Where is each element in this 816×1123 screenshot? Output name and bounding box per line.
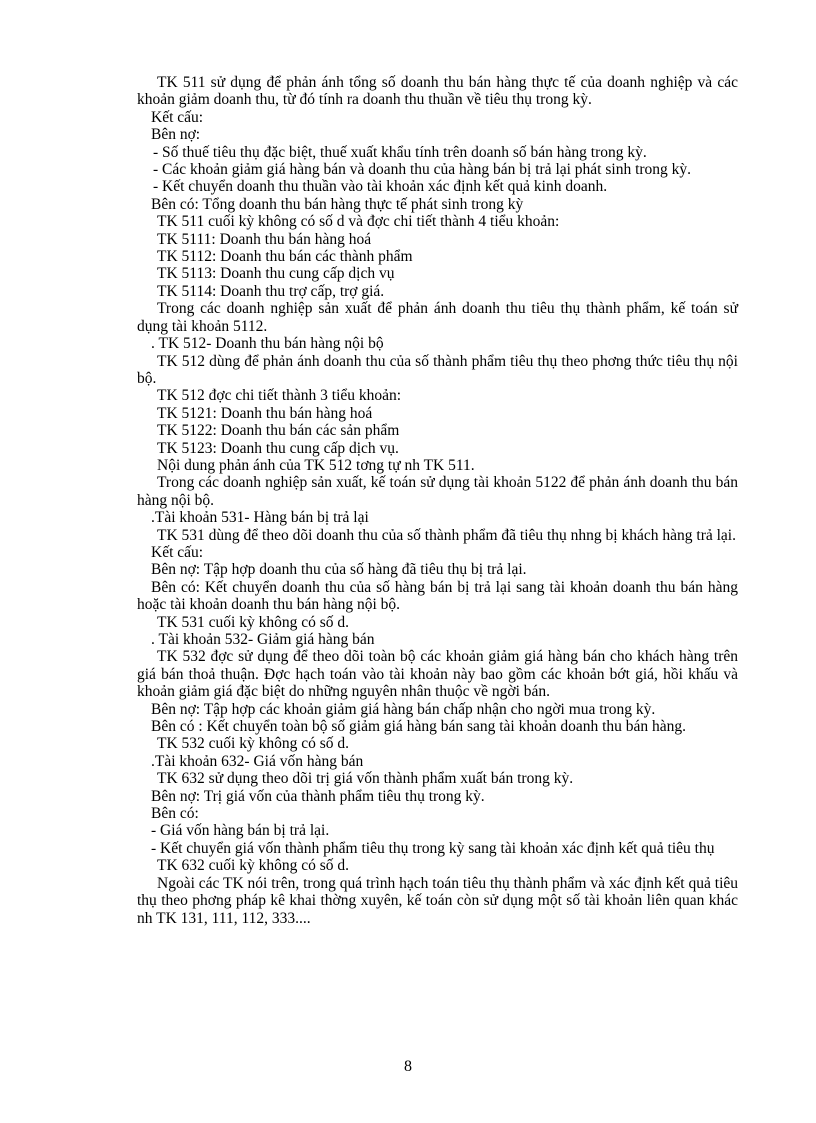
list-item: TK 5114: Doanh thu trợ cấp, trợ giá. — [157, 282, 385, 300]
list-item: - Kết chuyển doanh thu thuần vào tài khoản xác định kết quả kinh doanh. — [153, 178, 608, 196]
paragraph: TK 532 cuối kỳ không có số d. — [157, 735, 350, 753]
heading-ben-no: Bên nợ: — [151, 126, 201, 144]
list-item: TK 5121: Doanh thu bán hàng hoá — [157, 404, 373, 422]
list-item: TK 5113: Doanh thu cung cấp dịch vụ — [157, 265, 395, 283]
paragraph: TK 512 dùng để phản ánh doanh thu của số thành phẩm tiêu thụ theo phơng thức tiêu thụ nội bộ. — [137, 352, 738, 387]
paragraph: TK 632 sử dụng theo dõi trị giá vốn thành phẩm xuất bán trong kỳ. — [157, 770, 574, 788]
heading-ket-cau: Kết cấu: — [151, 108, 204, 126]
list-item: - Giá vốn hàng bán bị trả lại. — [151, 822, 330, 840]
paragraph: TK 532 đợc sử dụng để theo dõi toàn bộ các khoản giảm giá hàng bán cho khách hàng trên giá bán thoả thuận. Đợc hạch toán vào tài khoản này bao gồm các khoản bớt giá, hồi khấu và khoản giảm giá đặc biệt do những nguyên nhân thuộc về ngời bán. — [137, 648, 738, 701]
list-item: TK 5122: Doanh thu bán các sản phẩm — [157, 422, 400, 440]
paragraph: TK 531 cuối kỳ không có số d. — [157, 613, 350, 631]
paragraph: Bên nợ: Tập hợp các khoản giảm giá hàng bán chấp nhận cho ngời mua trong kỳ. — [151, 700, 656, 718]
list-item: TK 5112: Doanh thu bán các thành phẩm — [157, 248, 413, 266]
paragraph: Bên nợ: Trị giá vốn của thành phẩm tiêu thụ trong kỳ. — [151, 787, 485, 805]
paragraph: TK 512 đợc chi tiết thành 3 tiểu khoản: — [157, 387, 402, 405]
section-heading-tk632: .Tài khoản 632- Giá vốn hàng bán — [151, 752, 364, 770]
list-item: - Kết chuyển giá vốn thành phẩm tiêu thụ trong kỳ sang tài khoản xác định kết quả tiêu thụ — [151, 839, 715, 857]
heading-ben-co: Bên có: — [151, 805, 199, 823]
paragraph: Bên nợ: Tập hợp doanh thu của số hàng đã tiêu thụ bị trả lại. — [151, 561, 527, 579]
paragraph: Bên có: Kết chuyển doanh thu của số hàng bán bị trả lại sang tài khoản doanh thu bán hàng hoặc tài khoản doanh thu bán hàng nội bộ. — [137, 578, 738, 614]
paragraph-ben-co: Bên có: Tổng doanh thu bán hàng thực tế phát sinh trong kỳ — [151, 195, 524, 213]
page-body — [137, 74, 738, 927]
list-item: TK 5111: Doanh thu bán hàng hoá — [157, 230, 372, 248]
list-item: - Các khoản giảm giá hàng bán và doanh thu của hàng bán bị trả lại phát sinh trong kỳ. — [153, 161, 692, 179]
section-heading-tk532: . Tài khoản 532- Giảm giá hàng bán — [151, 631, 375, 648]
paragraph: TK 632 cuối kỳ không có số d. — [157, 857, 350, 875]
paragraph: Bên có : Kết chuyển toàn bộ số giảm giá hàng bán sang tài khoản doanh thu bán hàng. — [151, 718, 687, 736]
page-number: 8 — [404, 1058, 412, 1075]
heading-ket-cau: Kết cấu: — [151, 543, 204, 561]
section-heading-tk531: .Tài khoản 531- Hàng bán bị trả lại — [151, 509, 369, 527]
paragraph-closing: Ngoài các TK nói trên, trong quá trình hạch toán tiêu thụ thành phẩm và xác định kết quả tiêu thụ theo phơng pháp kê khai thờng xuyên, kế toán còn sử dụng một số tài khoản liên quan khác nh TK 131, 111, 112, 333.... — [137, 874, 738, 927]
paragraph: TK 531 dùng để theo dõi doanh thu của số thành phẩm đã tiêu thụ nhng bị khách hàng trả lại. — [157, 526, 736, 544]
paragraph-tk511-detail: TK 511 cuối kỳ không có số d và đợc chi tiết thành 4 tiểu khoản: — [157, 213, 560, 231]
list-item: - Số thuế tiêu thụ đặc biệt, thuế xuất khẩu tính trên doanh số bán hàng trong kỳ. — [153, 143, 647, 161]
list-item: TK 5123: Doanh thu cung cấp dịch vụ. — [157, 439, 399, 457]
paragraph: Trong các doanh nghiệp sản xuất, kế toán sử dụng tài khoản 5122 để phản ánh doanh thu bán hàng nội bộ. — [137, 474, 738, 509]
section-heading-tk512: . TK 512- Doanh thu bán hàng nội bộ — [151, 335, 384, 353]
paragraph-tk511-intro: TK 511 sử dụng để phản ánh tổng số doanh thu bán hàng thực tế của doanh nghiệp và các khoản giảm doanh thu, từ đó tính ra doanh thu thuần về tiêu thụ trong kỳ. — [137, 74, 738, 109]
paragraph: Trong các doanh nghiệp sản xuất để phản ánh doanh thu tiêu thụ thành phẩm, kế toán sử dụng tài khoản 5112. — [137, 300, 738, 335]
paragraph: Nội dung phản ánh của TK 512 tơng tự nh TK 511. — [157, 456, 475, 474]
